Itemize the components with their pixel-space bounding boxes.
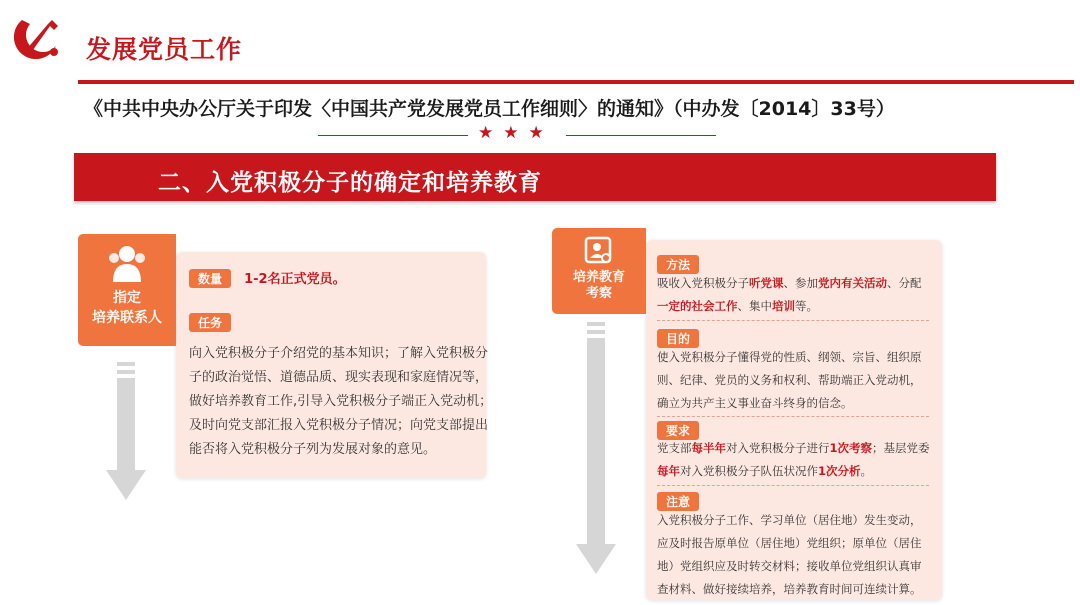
text-run: 吸收入党积极分子	[657, 276, 749, 290]
note-text	[657, 509, 922, 601]
highlight-run: 听党课	[749, 276, 784, 290]
highlight-run: 培训	[772, 299, 795, 313]
text-line: 查材料、做好接续培养，培养教育时间可连续计算。	[657, 582, 922, 596]
left-tab-line-1: 指定	[113, 290, 141, 306]
requirement-badge: 要求	[657, 421, 699, 440]
text-line: 入党积极分子工作、学习单位（居住地）发生变动，	[657, 513, 922, 527]
text-run: 对入党积极分子队伍状况作	[680, 464, 818, 478]
purpose-section	[657, 328, 699, 348]
text-run: 等。	[795, 299, 818, 313]
section-divider	[657, 485, 929, 486]
method-badge: 方法	[657, 255, 699, 274]
requirement-text	[657, 437, 930, 483]
task-line: 向入党积极分子介绍党的基本知识；了解入党积极分	[189, 346, 489, 361]
method-section	[657, 254, 699, 274]
quantity-row	[189, 268, 346, 288]
section-divider	[657, 416, 929, 417]
down-arrow-icon	[106, 362, 146, 502]
text-run: 、参加	[783, 276, 818, 290]
section-title: 二、入党积极分子的确定和培养教育	[158, 170, 542, 196]
text-run: ；基层党委	[872, 441, 930, 455]
title-divider	[78, 80, 1074, 84]
highlight-run: 每半年	[691, 441, 726, 455]
task-line: 子的政治觉悟、道德品质、现实表现和家庭情况等，	[189, 370, 489, 385]
text-line: 地）党组织应及时转交材料；接收单位党组织认真审	[657, 559, 922, 573]
right-tab-line-2: 考察	[585, 286, 612, 301]
text-line: 确立为共产主义事业奋斗终身的信念。	[657, 396, 853, 410]
star-divider-right	[566, 135, 716, 136]
task-badge: 任务	[189, 313, 231, 332]
purpose-text	[657, 346, 922, 415]
star-divider-left	[318, 135, 468, 136]
text-line: 使入党积极分子懂得党的性质、纲领、宗旨、组织原	[657, 350, 922, 364]
text-run: 、集中	[737, 299, 772, 313]
quantity-text: 1-2名正式党员。	[244, 272, 346, 287]
method-text	[657, 272, 922, 318]
highlight-run: 每年	[657, 464, 680, 478]
task-line: 及时向党支部汇报入党积极分子情况；向党支部提出	[189, 418, 489, 433]
highlight-run: 1次考察	[829, 441, 873, 455]
highlight-run: 一定的社会工作	[657, 299, 738, 313]
note-section	[657, 491, 699, 511]
purpose-badge: 目的	[657, 329, 699, 348]
right-tab	[552, 228, 646, 314]
left-tab-line-2: 培养联系人	[92, 310, 162, 326]
task-line: 能否将入党积极分子列为发展对象的意见。	[189, 442, 437, 457]
star-decoration: ★★★	[478, 123, 554, 143]
text-run: 、分配	[887, 276, 922, 290]
text-run: 。	[860, 464, 873, 478]
task-line: 做好培养教育工作,引导入党积极分子端正入党动机；	[189, 394, 493, 409]
person-search-icon	[584, 236, 614, 266]
document-subtitle: 《中共中央办公厅关于印发〈中国共产党发展党员工作细则〉的通知》（中办发〔2014〕33号）	[84, 98, 895, 120]
highlight-run: 1次分析	[818, 464, 861, 478]
text-run: 党支部	[657, 441, 692, 455]
people-icon	[105, 244, 149, 284]
page-title: 发展党员工作	[86, 35, 243, 64]
section-divider	[657, 320, 929, 321]
text-run: 对入党积极分子进行	[726, 441, 830, 455]
right-tab-line-1: 培养教育	[572, 270, 625, 285]
text-line: 应及时报告原单位（居住地）党组织；原单位（居住	[657, 536, 922, 550]
text-line: 则、纪律、党员的义务和权利、帮助端正入党动机，	[657, 373, 922, 387]
left-tab	[78, 234, 176, 346]
task-badge-row	[189, 312, 231, 332]
task-paragraph	[189, 342, 492, 462]
down-arrow-icon	[576, 322, 616, 574]
hammer-sickle-icon	[8, 6, 68, 66]
note-badge: 注意	[657, 492, 699, 511]
highlight-run: 党内有关活动	[818, 276, 887, 290]
quantity-badge: 数量	[189, 269, 231, 288]
